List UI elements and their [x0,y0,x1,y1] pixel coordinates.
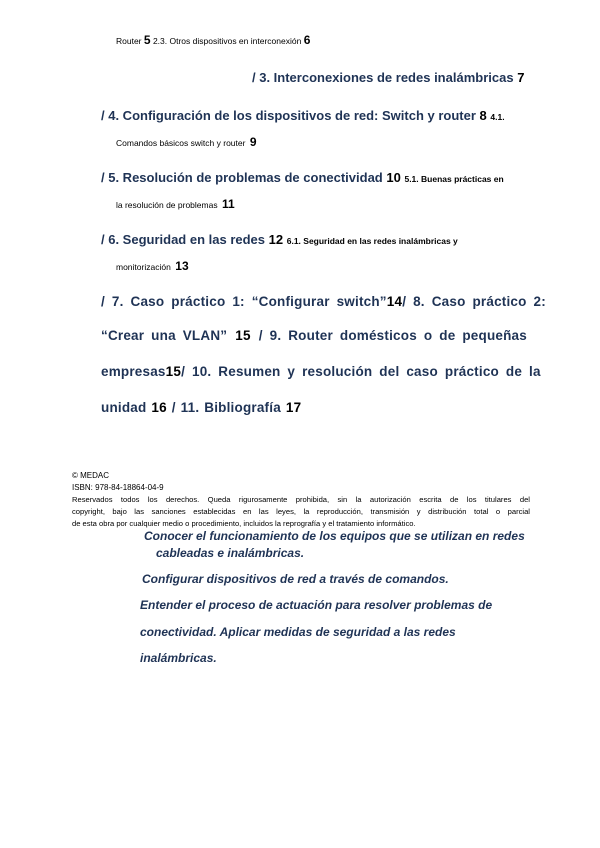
toc-item-10-label[interactable]: / 10. Resumen y resolución del caso práctico de la [181,364,541,379]
copyright-publisher: © MEDAC [72,471,110,480]
toc-item-9-label[interactable]: / 9. Router domésticos o de pequeñas [258,328,527,343]
toc-item-5[interactable] [101,170,504,185]
toc-item-3-page: 7 [517,70,525,85]
copyright-isbn: ISBN: 978-84-18864-04-9 [72,483,164,492]
toc-item-6-page: 12 [268,232,284,247]
toc-item-4-1-label: Comandos básicos switch y router [116,138,246,148]
toc-item-5-label: / 5. Resolución de problemas de conectividad [101,170,383,185]
toc-router-label: Router [116,36,142,46]
toc-item-8-label-cont[interactable]: “Crear una VLAN” [101,328,228,343]
objective-5: inalámbricas. [140,651,217,665]
toc-item-4-1-page: 9 [249,135,257,149]
toc-para-line-4 [101,400,301,415]
toc-item-6-1[interactable] [116,257,189,275]
toc-para-line-3 [101,364,541,379]
toc-item-6-1-page: 13 [175,259,189,273]
toc-item-6[interactable] [101,232,458,247]
toc-item-3[interactable] [252,70,524,85]
toc-2-3-label: 2.3. Otros dispositivos en interconexión [152,36,302,46]
toc-item-9-page: 15 [165,364,182,379]
toc-item-5-page: 10 [386,170,401,185]
toc-item-7-page: 14 [386,294,403,309]
toc-item-4-label: / 4. Configuración de los dispositivos de red: Switch y router [101,108,476,123]
toc-item-5-1-label: la resolución de problemas [116,200,218,210]
toc-item-8-label[interactable]: / 8. Caso práctico 2: [402,294,546,309]
copyright-rights-1: Reservados todos los derechos. Queda rigurosamente prohibida, sin la autorización escrita de los titulares del [72,495,530,504]
toc-router-page: 5 [143,33,151,47]
toc-item-4-page: 8 [479,108,487,123]
toc-para-line-2 [101,328,527,343]
toc-item-5-1[interactable] [116,195,235,213]
toc-item-10-label-cont[interactable]: unidad [101,400,147,415]
toc-item-11-label[interactable]: / 11. Bibliografía [171,400,281,415]
toc-item-6-1-label: monitorización [116,262,171,272]
objective-3: Entender el proceso de actuación para resolver problemas de [140,598,493,612]
toc-item-8-page: 15 [235,328,251,343]
toc-item-10-page: 16 [151,400,167,415]
toc-item-7-label[interactable]: / 7. Caso práctico 1: “Configurar switch” [101,294,387,309]
toc-item-5-1-page: 11 [222,197,235,211]
copyright-rights-3: de esta obra por cualquier medio o procedimiento, incluidos la reprografía y el tratamiento informático. [72,519,416,528]
copyright-rights-2: copyright, bajo las sanciones establecidas en las leyes, la reproducción, transmisión y distribución total o parcial [72,507,530,516]
toc-item-4-1-num: 4.1. [490,112,505,122]
toc-item-6-label: / 6. Seguridad en las redes [101,232,266,247]
toc-item-4-1[interactable] [116,133,257,151]
toc-line-router [116,33,310,47]
toc-item-5-1-head: 5.1. Buenas prácticas en [404,174,504,184]
objective-4: conectividad. Aplicar medidas de seguridad a las redes [140,625,456,639]
toc-item-4[interactable] [101,108,505,123]
toc-item-3-label: / 3. Interconexiones de redes inalámbricas [252,70,514,85]
toc-2-3-page: 6 [303,33,311,47]
toc-item-11-page: 17 [285,400,302,415]
objective-1a: Conocer el funcionamiento de los equipos que se utilizan en redes [144,529,525,543]
objective-2: Configurar dispositivos de red a través de comandos. [142,572,449,586]
toc-para-line-1 [101,294,546,309]
toc-item-9-label-cont[interactable]: empresas [101,364,166,379]
toc-item-6-1-head: 6.1. Seguridad en las redes inalámbricas y [286,236,458,246]
objective-1b: cableadas e inalámbricas. [156,546,305,560]
